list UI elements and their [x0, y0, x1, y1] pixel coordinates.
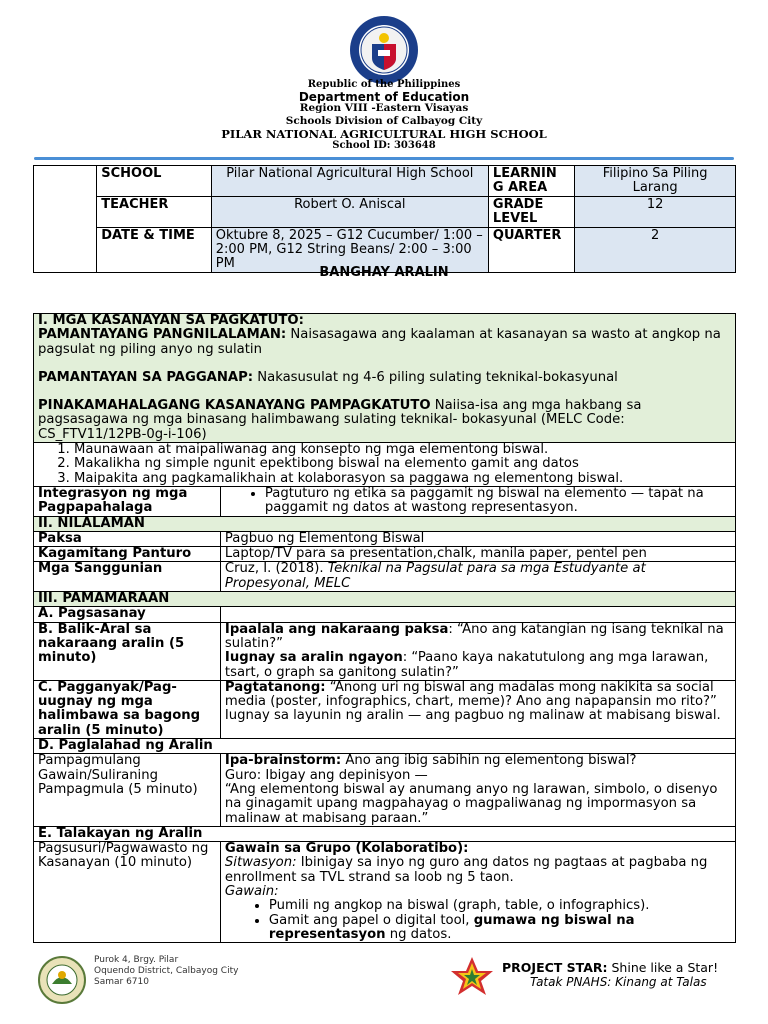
- paglalahad-label: Pampagmulang Gawain/Suliraning Pampagmula (5 minuto): [34, 754, 221, 826]
- project-star-logo: [447, 955, 497, 997]
- info-blank-cell: [34, 166, 97, 273]
- integration-label: Integrasyon ng mga Pagpapahalaga: [34, 486, 221, 516]
- performance-standard: PAMANTAYAN SA PAGGANAP: Nakasusulat ng 4-6 piling sulating teknikal-bokasyunal: [38, 369, 618, 385]
- objective-item: 3. Maipakita ang pagkamalikhain at kolaborasyon sa paggawa ng elementong biswal.: [74, 472, 731, 486]
- lesson-plan-table: [33, 313, 736, 943]
- section-iii-heading: III. PAMAMARAAN: [34, 592, 736, 607]
- department-line: Department of Education: [298, 90, 470, 104]
- talakayan-content: Gawain sa Grupo (Kolaboratibo): Sitwasyon: Ibinigay sa inyo ng guro ang datos ng pagtaas at pagbaba ng enrollment sa TVL strand sa loob ng 5 taon. Gawain: • Pumili ng angkop na biswal (graph, table, o infographics). • Gamit ang papel o digital tool, gumawa ng biswal na representasyon ng datos.: [220, 842, 735, 943]
- pagganyak-content: Pagtatanong: “Anong uri ng biswal ang madalas mong nakikita sa social media (poster, infographics, chart, meme)? Ano ang napapansin mo rito?” Iugnay sa layunin ng aralin — ang pagbuo ng malinaw at mabisang biswal.: [220, 680, 735, 738]
- header-divider: [34, 157, 734, 160]
- deped-seal-logo: [348, 14, 420, 86]
- school-label: SCHOOL: [97, 166, 211, 197]
- section-ii-heading: II. NILALAMAN: [34, 516, 736, 531]
- kagamitan-label: Kagamitang Panturo: [34, 547, 221, 562]
- content-standard: PAMANTAYANG PANGNILALAMAN: Naisasagawa ang kaalaman at kasanayan sa wasto at angkop na pagsulat ng piling anyo ng sulatin: [38, 327, 721, 357]
- document-title: BANGHAY ARALIN: [319, 265, 449, 280]
- date-time-label: DATE & TIME: [97, 228, 211, 273]
- tatak-text: Tatak PNAHS: Kinang at Talas: [530, 975, 707, 989]
- paksa-value: Pagbuo ng Elementong Biswal: [220, 531, 735, 546]
- grade-level-value: 12: [575, 197, 736, 228]
- talakayan-heading: E. Talakayan ng Aralin: [34, 826, 736, 841]
- objectives-list: [38, 443, 731, 486]
- gawain-bullet: • Pumili ng angkop na biswal (graph, table, o infographics).: [269, 899, 731, 913]
- gawain-bullet: • Gamit ang papel o digital tool, gumawa ng biswal na representasyon ng datos.: [269, 914, 731, 943]
- sanggunian-value: Cruz, I. (2018). Teknikal na Pagsulat para sa mga Estudyante at Propesyonal, MELC: [220, 562, 735, 592]
- teacher-value: Robert O. Aniscal: [211, 197, 488, 228]
- quarter-value: 2: [575, 228, 736, 273]
- section-i-block: [34, 314, 736, 443]
- republic-line: Republic of the Philippines: [307, 79, 461, 90]
- objective-item: 2. Makalikha ng simple ngunit epektibong biswal na elemento gamit ang datos: [74, 457, 731, 471]
- talakayan-label: Pagsusuri/Pagwawasto ng Kasanayan (10 minuto): [34, 842, 221, 943]
- division-line: Schools Division of Calbayog City: [285, 115, 483, 127]
- paglalahad-content: Ipa-brainstorm: Ano ang ibig sabihin ng elementong biswal? Guro: Ibigay ang depinisyon — “Ang elementong biswal ay anumang anyo ng larawan, simbolo, o disenyo na ginagamit upang magpahayag o magpaliwanag ng impormasyon sa malinaw at mabisang paraan.”: [220, 754, 735, 826]
- pagsasanay-value: [220, 607, 735, 622]
- paksa-label: Paksa: [34, 531, 221, 546]
- balik-aral-label: B. Balik-Aral sa nakaraang aralin (5 minuto): [34, 622, 221, 680]
- objectives-cell: [34, 443, 736, 487]
- learning-area-value: Filipino Sa Piling Larang: [575, 166, 736, 197]
- date-time-value: Oktubre 8, 2025 – G12 Cucumber/ 1:00 – 2:00 PM, G12 String Beans/ 2:00 – 3:00 PM: [211, 228, 488, 273]
- pagsasanay-label: A. Pagsasanay: [34, 607, 221, 622]
- pagganyak-label: C. Pagganyak/Pag-uugnay ng mga halimbawa sa bagong aralin (5 minuto): [34, 680, 221, 738]
- teacher-label: TEACHER: [97, 197, 211, 228]
- learning-area-label: LEARNIN G AREA: [488, 166, 574, 197]
- balik-aral-content: Ipaalala ang nakaraang paksa: “Ano ang katangian ng isang teknikal na sulatin?” Iugnay sa aralin ngayon: “Paano kaya nakatutulong ang mga larawan, tsart, o graph sa ganitong sulatin?”: [220, 622, 735, 680]
- kagamitan-value: Laptop/TV para sa presentation,chalk, manila paper, pentel pen: [220, 547, 735, 562]
- project-star-text: PROJECT STAR: Shine like a Star! Tatak PNAHS: Kinang at Talas: [502, 961, 732, 989]
- paglalahad-heading: D. Paglalahad ng Aralin: [34, 739, 736, 754]
- grade-level-label: GRADE LEVEL: [488, 197, 574, 228]
- school-id-line: School ID: 303648: [332, 140, 436, 151]
- integration-cell: [220, 486, 735, 516]
- section-i-heading: I. MGA KASANAYAN SA PAGKATUTO:: [38, 313, 304, 328]
- quarter-label: QUARTER: [488, 228, 574, 273]
- school-seal-logo: [38, 956, 86, 1004]
- integration-text: • Pagtuturo ng etika sa paggamit ng biswal na elemento — tapat na paggamit ng datos at wastong representasyon.: [265, 487, 731, 516]
- melc-competency: PINAKAMAHALAGANG KASANAYANG PAMPAGKATUTO Naiisa-isa ang mga hakbang sa pagsasagawa ng mga binasang halimbawang sulating teknikal- bokasyunal (MELC Code: CS_FTV11/12PB-0g-i-106): [38, 398, 642, 442]
- school-value: Pilar National Agricultural High School: [211, 166, 488, 197]
- sanggunian-label: Mga Sanggunian: [34, 562, 221, 592]
- footer-address: Purok 4, Brgy. Pilar Oquendo District, Calbayog City Samar 6710: [94, 955, 239, 987]
- school-name-line: PILAR NATIONAL AGRICULTURAL HIGH SCHOOL: [221, 127, 547, 141]
- region-line: Region VIII -Eastern Visayas: [299, 102, 469, 114]
- objective-item: 1. Maunawaan at maipaliwanag ang konsepto ng mga elementong biswal.: [74, 443, 731, 457]
- info-table: [33, 165, 736, 273]
